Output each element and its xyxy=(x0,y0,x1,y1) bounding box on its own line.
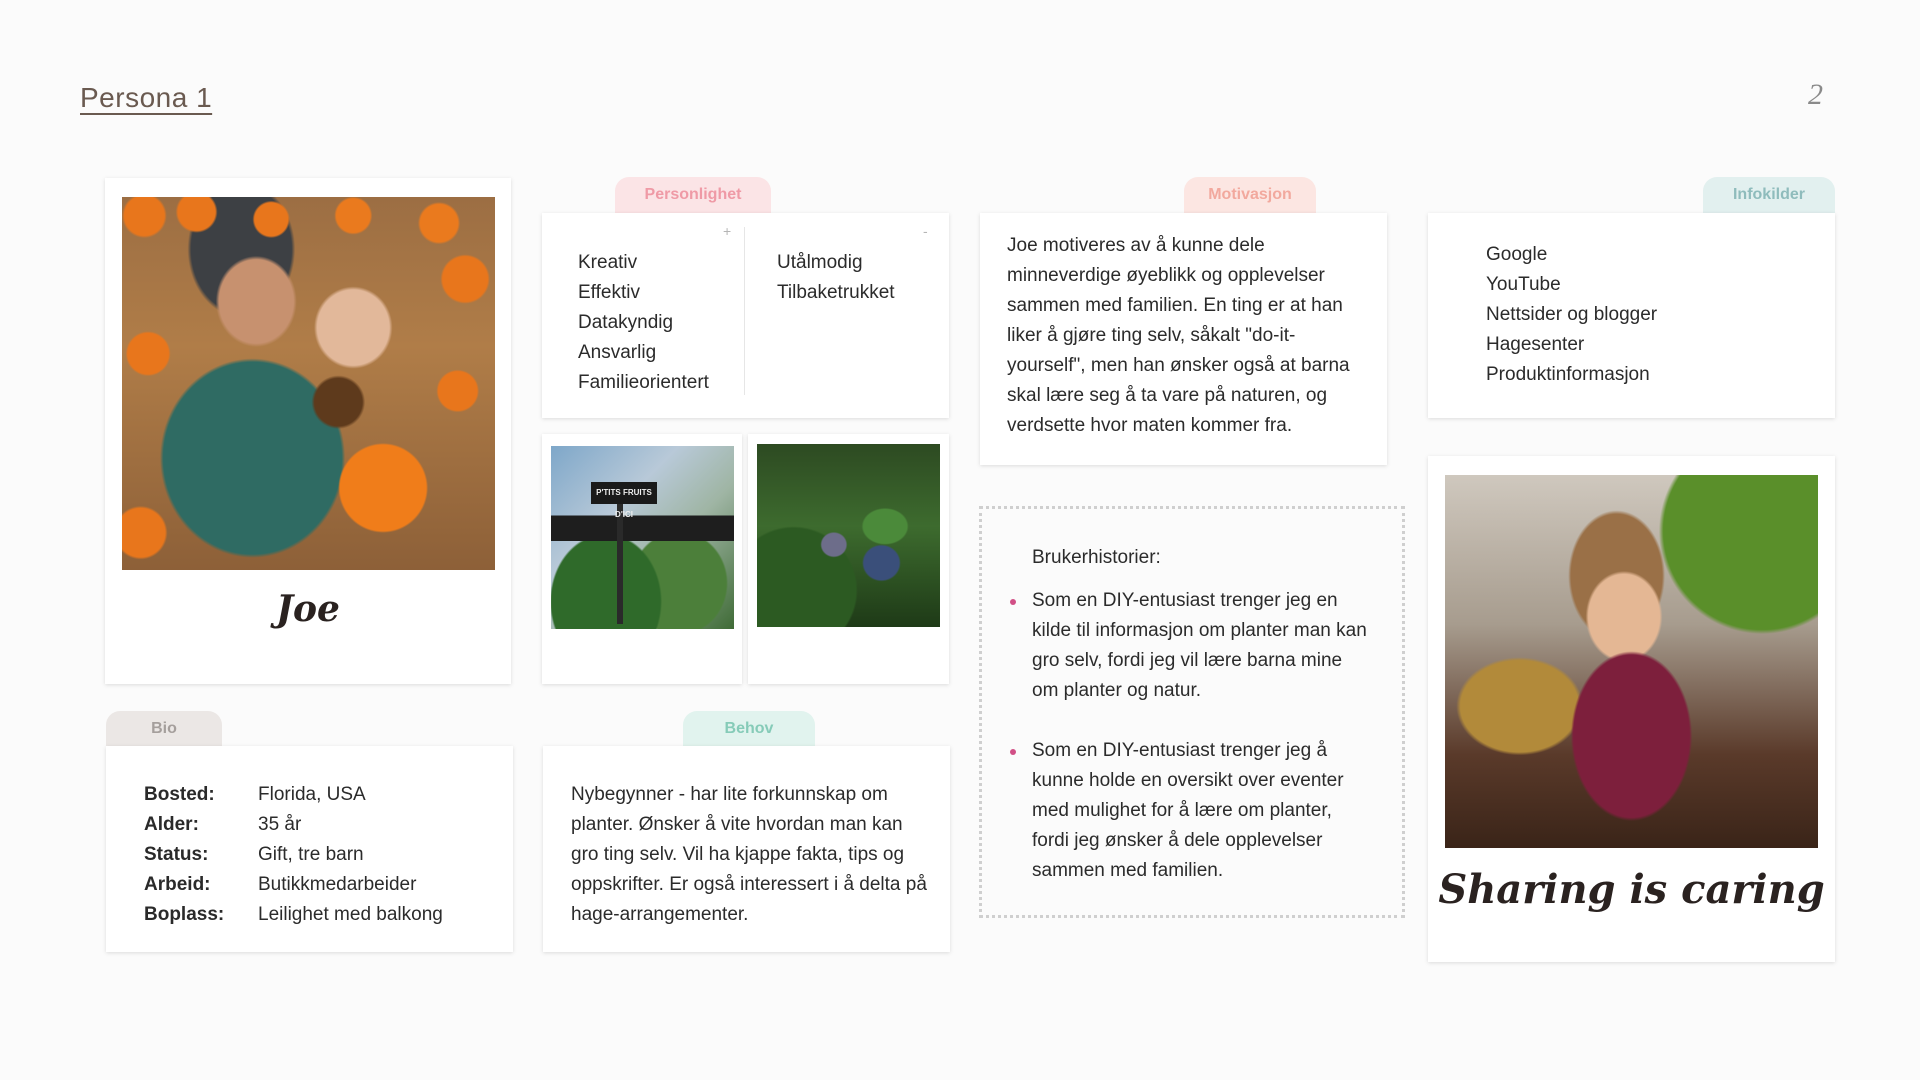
bio-label: Status: xyxy=(144,844,209,865)
trait-divider xyxy=(744,227,745,395)
plus-sign: + xyxy=(723,223,732,239)
bio-card xyxy=(106,746,513,952)
bio-value: Butikkmedarbeider xyxy=(258,874,417,895)
user-story: Som en DIY-entusiast trenger jeg å kunne holde en oversikt over eventer med mulighet for å lære om planter, fordi jeg ønsker å dele opplevelser sammen med familien. xyxy=(1032,736,1372,886)
bio-label: Bosted: xyxy=(144,784,215,805)
bio-value: Florida, USA xyxy=(258,784,366,805)
info-source-item: Produktinformasjon xyxy=(1486,364,1650,385)
info-source-item: Google xyxy=(1486,244,1548,265)
negative-trait: Utålmodig xyxy=(777,252,863,273)
garden-photo-card-1 xyxy=(542,434,742,684)
motivation-card xyxy=(980,213,1387,465)
slogan-photo-card xyxy=(1428,456,1835,962)
bio-value: Leilighet med balkong xyxy=(258,904,443,925)
slogan-text: Sharing is caring xyxy=(1438,866,1825,913)
page-number: 2 xyxy=(1808,78,1823,111)
bio-label: Alder: xyxy=(144,814,199,835)
positive-trait: Datakyndig xyxy=(578,312,674,333)
bio-value: 35 år xyxy=(258,814,302,835)
positive-traits-list xyxy=(578,248,709,398)
tab-motivation: Motivasjon xyxy=(1184,177,1316,213)
persona-name: Joe xyxy=(276,588,340,630)
persona-photo-card xyxy=(105,178,511,684)
info-sources-list xyxy=(1486,240,1657,390)
garden-sign-photo xyxy=(551,446,734,629)
user-story: Som en DIY-entusiast trenger jeg en kilde til informasjon om planter man kan gro selv, fordi jeg vil lære barna mine om planter og natur. xyxy=(1032,586,1372,706)
positive-trait: Effektiv xyxy=(578,282,640,303)
tab-info-sources: Infokilder xyxy=(1703,177,1835,213)
page-title: Persona 1 xyxy=(80,82,213,113)
motivation-text: Joe motiveres av å kunne dele minneverdige øyeblikk og opplevelser sammen med familien. En ting er at han liker å gjøre ting selv, såkalt "do-it-yourself", men han ønsker også at barna skal lære seg å ta vare på naturen, og verdsette hvor maten kommer fra. xyxy=(1007,235,1350,436)
user-stories-box xyxy=(979,506,1405,918)
minus-sign: - xyxy=(923,223,928,239)
info-sources-card xyxy=(1428,213,1835,418)
child-photo xyxy=(1445,475,1818,848)
needs-card xyxy=(543,746,950,952)
tab-personality: Personlighet xyxy=(615,177,771,213)
negative-trait: Tilbaketrukket xyxy=(777,282,895,303)
family-garden-photo xyxy=(757,444,940,627)
info-source-item: YouTube xyxy=(1486,274,1561,295)
bio-label: Boplass: xyxy=(144,904,225,925)
needs-text: Nybegynner - har lite forkunnskap om planter. Ønsker å vite hvordan man kan gro ting selv. Vil ha kjappe fakta, tips og oppskrifter. Er også interessert i å delta på hage-arrangementer. xyxy=(571,784,927,925)
persona-photo xyxy=(122,197,495,570)
tab-needs: Behov xyxy=(683,711,815,747)
tab-bio: Bio xyxy=(106,711,222,747)
bio-label: Arbeid: xyxy=(144,874,211,895)
user-stories-heading: Brukerhistorier: xyxy=(1032,547,1161,568)
negative-traits-list xyxy=(777,248,895,308)
bio-value: Gift, tre barn xyxy=(258,844,364,865)
garden-photo-card-2 xyxy=(748,434,949,684)
positive-trait: Ansvarlig xyxy=(578,342,657,363)
info-source-item: Hagesenter xyxy=(1486,334,1585,355)
garden-sign-board: P'TITS FRUITS D'ICI xyxy=(591,482,657,504)
positive-trait: Kreativ xyxy=(578,252,638,273)
positive-trait: Familieorientert xyxy=(578,372,709,393)
personality-card xyxy=(542,213,949,418)
info-source-item: Nettsider og blogger xyxy=(1486,304,1658,325)
